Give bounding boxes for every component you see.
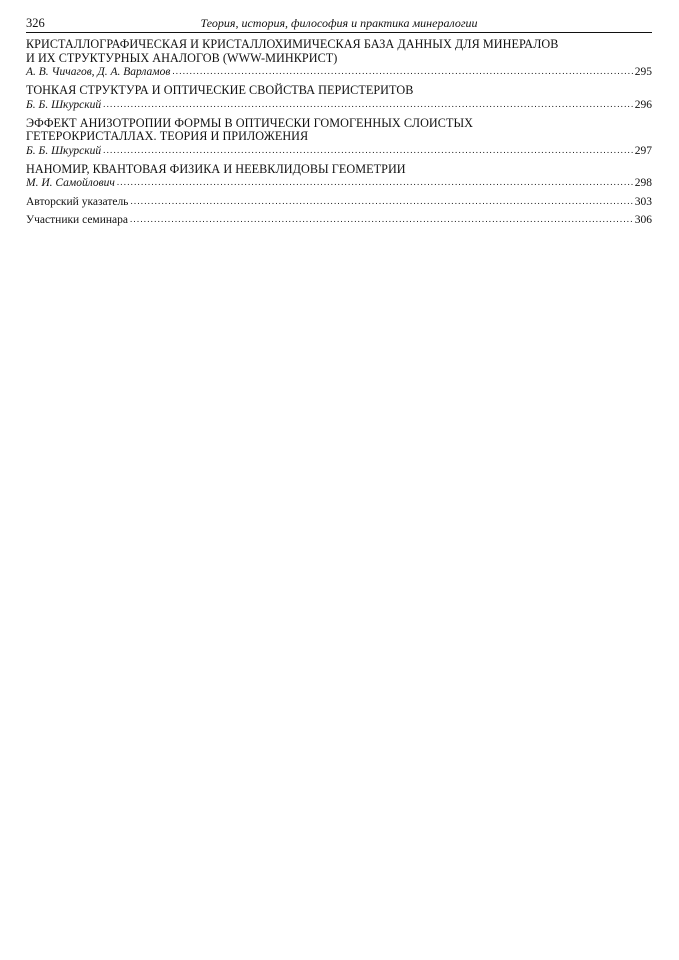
toc-entry-authors-line (26, 98, 652, 112)
table-of-contents (26, 38, 652, 227)
toc-entry[interactable] (26, 38, 652, 79)
toc-entry-title-line: ГЕТЕРОКРИСТАЛЛАХ. ТЕОРИЯ И ПРИЛОЖЕНИЯ (26, 129, 309, 143)
toc-entry-title-line: ЭФФЕКТ АНИЗОТРОПИИ ФОРМЫ В ОПТИЧЕСКИ ГОМОГЕННЫХ СЛОИСТЫХ (26, 115, 473, 130)
toc-entry-page: 297 (634, 144, 652, 157)
page-number: 326 (26, 16, 45, 30)
dot-leader (172, 64, 632, 78)
toc-entry-authors: М. И. Самойлович (26, 177, 115, 189)
toc-extra-label: Авторский указатель (26, 196, 129, 208)
toc-entry-authors-line (26, 65, 652, 79)
toc-entry-page: 298 (634, 177, 652, 189)
toc-extra-page: 303 (634, 196, 652, 208)
dot-leader (130, 212, 633, 226)
dot-leader (103, 97, 633, 111)
toc-entry-authors: А. В. Чичагов, Д. А. Варламов (26, 66, 171, 78)
toc-extra-page: 306 (634, 214, 652, 226)
toc-entry-authors-line (26, 176, 652, 190)
toc-entry[interactable] (26, 84, 652, 112)
toc-entry-authors: Б. Б. Шкурский (26, 98, 102, 111)
toc-seminar-participants[interactable] (26, 213, 652, 227)
toc-entry-title-line: ТОНКАЯ СТРУКТУРА И ОПТИЧЕСКИЕ СВОЙСТВА ПЕРИСТЕРИТОВ (26, 83, 414, 97)
toc-entry[interactable] (26, 117, 652, 158)
running-header (26, 16, 652, 33)
toc-entry-authors: Б. Б. Шкурский (26, 144, 102, 157)
toc-entry-page: 295 (634, 66, 652, 78)
toc-entry-authors-line (26, 144, 652, 158)
dot-leader (130, 194, 632, 208)
toc-entry-title-line: НАНОМИР, КВАНТОВАЯ ФИЗИКА И НЕЕВКЛИДОВЫ ГЕОМЕТРИИ (26, 161, 406, 176)
toc-entry-page: 296 (634, 98, 652, 111)
toc-entry-title-line: КРИСТАЛЛОГРАФИЧЕСКАЯ И КРИСТАЛЛОХИМИЧЕСКАЯ БАЗА ДАННЫХ ДЛЯ МИНЕРАЛОВ (26, 37, 559, 51)
document-page (26, 16, 652, 231)
toc-entry[interactable] (26, 163, 652, 191)
dot-leader (117, 175, 633, 189)
toc-extra-label: Участники семинара (26, 214, 128, 226)
toc-author-index[interactable] (26, 195, 652, 209)
running-title: Теория, история, философия и практика минералогии (200, 16, 478, 30)
toc-entry-title-line: И ИХ СТРУКТУРНЫХ АНАЛОГОВ (WWW-МИНКРИСТ) (26, 50, 338, 65)
dot-leader (103, 143, 633, 157)
